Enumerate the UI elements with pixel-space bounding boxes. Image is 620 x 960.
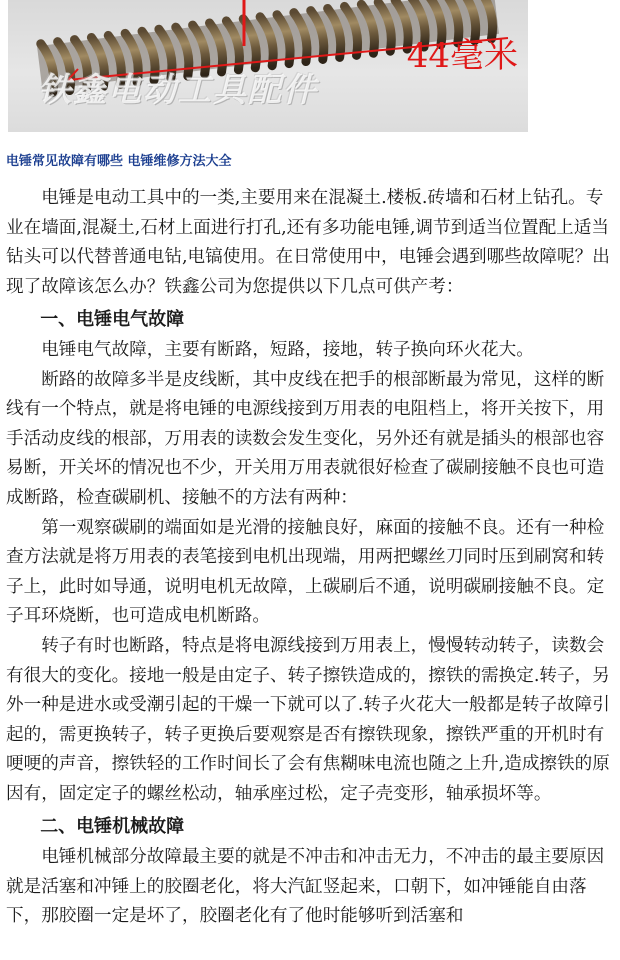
paragraph: 断路的故障多半是皮线断，其中皮线在把手的根部断最为常见，这样的断线有一个特点，就是将电锤的电源线接到万用表的电阻档上，将开关按下，用手活动皮线的根部，万用表的读数会发生变化，另外还有就是插头的根部也容易断，开关坏的情况也不少，开关用万用表就很好检查了碳刷接触不良也可造成断路，检查碳刷机、接触不的方法有两种： xyxy=(6,369,605,508)
size-label: 44毫米 xyxy=(406,36,518,76)
article-body xyxy=(6,184,620,932)
watermark: 铁鑫电动工具配件 xyxy=(38,70,318,109)
paragraph: 电锤电气故障，主要有断路，短路，接地，转子换向环火花大。 xyxy=(41,339,534,360)
paragraph: 转子有时也断路，特点是将电源线接到万用表上，慢慢转动转子，读数会有很大的变化。接地一般是由定子、转子擦铁造成的，擦铁的需换定.转子，另外一种是进水或受潮引起的干燥一下就可以了.转子火花大一般都是转子故障引起的，需更换转子，转子更换后要观察是否有擦铁现象，擦铁严重的开机时有哽哽的声音，擦铁轻的工作时间长了会有焦糊味电流也随之上升,造成擦铁的原因有，固定定子的螺丝松动，轴承座过松，定子壳变形，轴承损坏等。 xyxy=(6,635,610,804)
paragraph: 第一观察碳刷的端面如是光滑的接触良好，麻面的接触不良。还有一种检查方法就是将万用表的表笔接到电机出现端，用两把螺丝刀同时压到刷窝和转子上，此时如导通，说明电机无故障，上碳刷后不通，说明碳刷接触不良。定子耳环烧断，也可造成电机断路。 xyxy=(6,517,605,627)
section-heading-electrical: 一、电锤电气故障 xyxy=(40,309,185,331)
article-title[interactable]: 电锤常见故障有哪些 电锤维修方法大全 xyxy=(6,154,232,169)
section-heading-mechanical: 二、电锤机械故障 xyxy=(40,816,185,838)
product-image xyxy=(8,0,528,132)
intro-paragraph: 电锤是电动工具中的一类,主要用来在混凝土.楼板.砖墙和石材上钻孔。专业在墙面,混凝土,石材上面进行打孔,还有多功能电锤,调节到适当位置配上适当钻头可以代替普通电钻,电镐使用。在日常使用中，电锤会遇到哪些故障呢？出现了故障该怎么办？铁鑫公司为您提供以下几点可供产考： xyxy=(6,188,610,297)
paragraph: 电锤机械部分故障最主要的就是不冲击和冲击无力，不冲击的最主要原因就是活塞和冲锤上的胶圈老化，将大汽缸竖起来，口朝下，如冲锤能自由落下，那胶圈一定是坏了，胶圈老化有了他时能够听到活塞和 xyxy=(6,847,605,927)
